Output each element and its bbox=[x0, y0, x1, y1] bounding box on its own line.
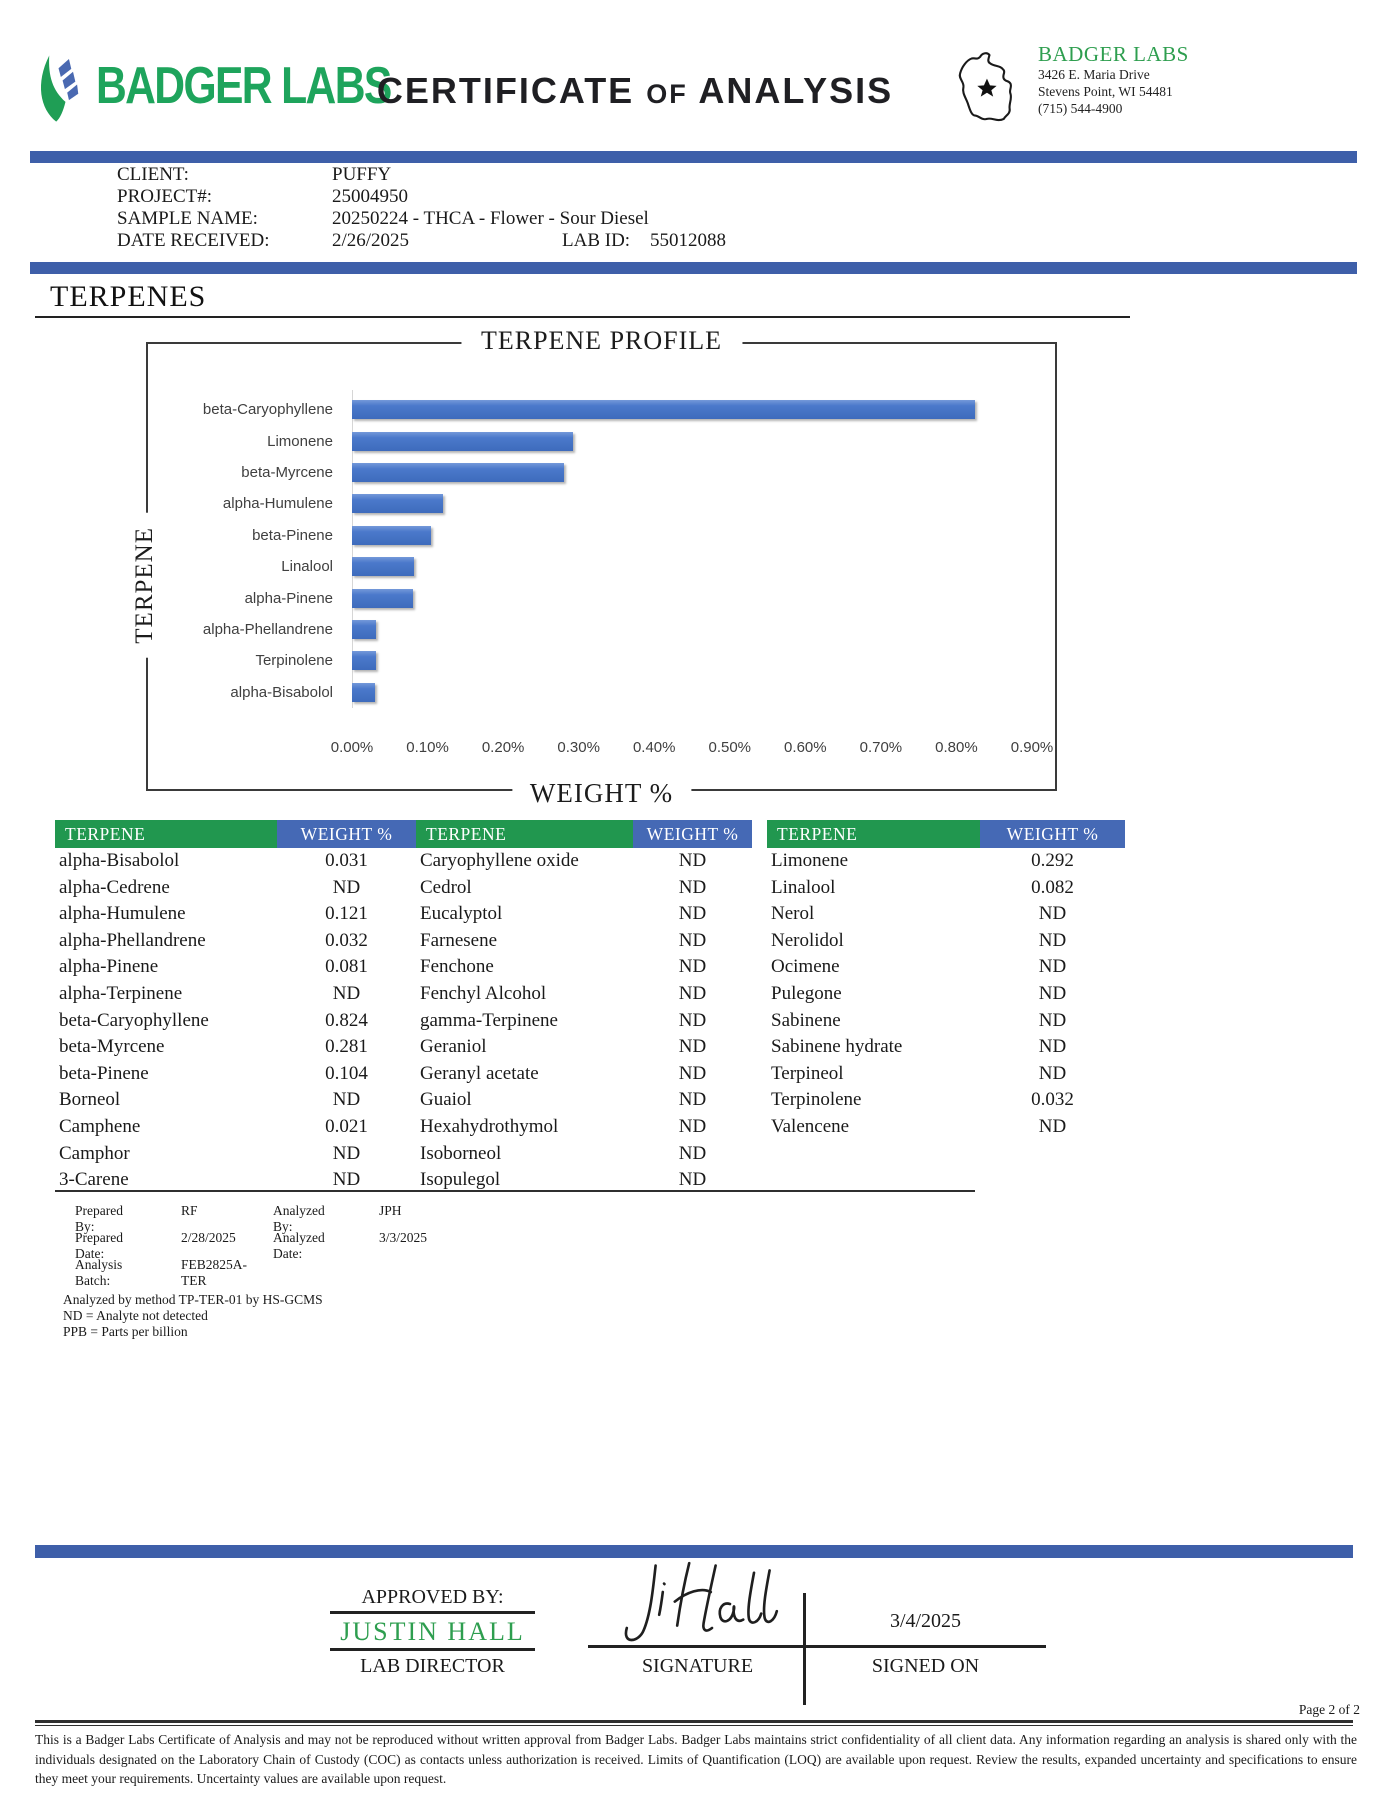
chart-bar bbox=[352, 651, 376, 670]
table-row bbox=[55, 928, 1125, 955]
chart-bar bbox=[352, 526, 431, 545]
approver-name-rule bbox=[330, 1648, 535, 1651]
terpene-name-cell: Isopulegol bbox=[420, 1169, 501, 1191]
chart-bar-area bbox=[352, 400, 1053, 419]
chart-row bbox=[148, 520, 1053, 551]
chart-plot-area bbox=[148, 394, 1053, 708]
terpene-name-cell: Ocimene bbox=[771, 956, 840, 978]
project-value: 25004950 bbox=[332, 186, 408, 207]
terpene-name-cell: Camphor bbox=[59, 1142, 130, 1164]
weight-value-cell: 0.104 bbox=[325, 1062, 368, 1084]
terpene-name-cell: Linalool bbox=[771, 876, 836, 898]
terpene-results-table bbox=[55, 820, 1125, 1194]
terpene-name-cell: Camphene bbox=[59, 1115, 141, 1137]
table-row bbox=[55, 901, 1125, 928]
chart-x-tick-label: 0.70% bbox=[859, 739, 903, 756]
weight-value-cell: 0.281 bbox=[325, 1036, 368, 1058]
chart-x-tick-label: 0.20% bbox=[481, 739, 525, 756]
lab-id-label: LAB ID: bbox=[562, 230, 631, 251]
terpene-name-cell: alpha-Humulene bbox=[59, 903, 186, 925]
signed-on-label: SIGNED ON bbox=[871, 1655, 980, 1677]
sample-name-row bbox=[117, 208, 649, 230]
weight-value-cell: ND bbox=[678, 850, 707, 871]
client-label: CLIENT: bbox=[117, 164, 189, 185]
approved-by-rule bbox=[330, 1611, 535, 1614]
weight-value-cell: 0.081 bbox=[325, 956, 368, 978]
weight-value-cell: ND bbox=[678, 1062, 707, 1084]
weight-value-cell: ND bbox=[678, 1036, 707, 1058]
lab-id-value: 55012088 bbox=[650, 230, 726, 251]
chart-bar bbox=[352, 432, 573, 451]
weight-value-cell: 0.824 bbox=[325, 1009, 368, 1031]
chart-x-tick-label: 0.00% bbox=[330, 739, 374, 756]
table-gap bbox=[752, 848, 767, 875]
client-row bbox=[117, 164, 649, 186]
lab-phone: (715) 544-4900 bbox=[1038, 101, 1123, 116]
chart-row bbox=[148, 645, 1053, 676]
chart-x-tick-label: 0.50% bbox=[708, 739, 752, 756]
page-number: Page 2 of 2 bbox=[1298, 1702, 1360, 1717]
sample-info-block bbox=[117, 164, 726, 252]
analysis-batch-value: FEB2825A-TER bbox=[181, 1257, 248, 1288]
analysis-batch-label: Analysis Batch: bbox=[75, 1257, 123, 1288]
signature-rule bbox=[588, 1645, 1046, 1648]
title-word-certificate: CERTIFICATE bbox=[376, 70, 635, 111]
approver-role: LAB DIRECTOR bbox=[360, 1655, 505, 1677]
weight-value-cell: ND bbox=[332, 1089, 361, 1111]
weight-value-cell: ND bbox=[1038, 929, 1067, 951]
table-gap bbox=[752, 1008, 767, 1035]
weight-value-cell: 0.032 bbox=[325, 929, 368, 951]
chart-bar-area bbox=[352, 683, 1053, 702]
terpene-name-cell: Limonene bbox=[771, 850, 849, 871]
chart-category-label: alpha-Phellandrene bbox=[202, 620, 333, 638]
weight-value-cell: 0.292 bbox=[1031, 850, 1074, 871]
table-header-row bbox=[55, 820, 1125, 848]
chart-bar bbox=[352, 400, 975, 419]
lab-address-line1: 3426 E. Maria Drive bbox=[1038, 67, 1150, 82]
weight-value-cell: ND bbox=[1038, 1115, 1067, 1137]
chart-row bbox=[148, 551, 1053, 582]
divider-bar-top bbox=[30, 151, 1357, 163]
chart-bar bbox=[352, 557, 414, 576]
weight-value-cell: ND bbox=[1038, 903, 1067, 925]
title-word-of: OF bbox=[646, 79, 688, 109]
table-gap bbox=[752, 1114, 767, 1141]
weight-value-cell bbox=[980, 1167, 1125, 1194]
chart-bar-area bbox=[352, 463, 1053, 482]
terpene-name-cell: beta-Pinene bbox=[59, 1062, 149, 1084]
page-title bbox=[370, 70, 900, 112]
analyzed-date-label: Analyzed Date: bbox=[273, 1230, 325, 1261]
method-note: ND = Analyte not detected bbox=[63, 1308, 208, 1323]
terpene-name-cell: Geraniol bbox=[420, 1036, 487, 1058]
method-note: Analyzed by method TP-TER-01 by HS-GCMS bbox=[63, 1292, 323, 1307]
weight-value-cell: ND bbox=[678, 1009, 707, 1031]
prepared-date-label: Prepared Date: bbox=[75, 1230, 123, 1261]
terpene-name-cell: alpha-Terpinene bbox=[59, 982, 183, 1004]
terpene-name-cell: Nerol bbox=[771, 903, 815, 925]
terpene-name-cell: Borneol bbox=[59, 1089, 121, 1111]
chart-x-tick-label: 0.90% bbox=[1010, 739, 1054, 756]
chart-bar bbox=[352, 620, 376, 639]
project-row bbox=[117, 186, 649, 208]
table-gap bbox=[752, 1141, 767, 1168]
terpene-name-cell: Farnesene bbox=[420, 929, 498, 951]
table-row bbox=[55, 875, 1125, 902]
signature-divider bbox=[803, 1593, 806, 1705]
sample-name-label: SAMPLE NAME: bbox=[117, 208, 258, 229]
weight-column-header: WEIGHT % bbox=[633, 820, 752, 848]
terpene-name-cell: alpha-Bisabolol bbox=[59, 850, 180, 871]
table-gap bbox=[752, 875, 767, 902]
table-gap bbox=[752, 981, 767, 1008]
weight-value-cell: ND bbox=[1038, 1036, 1067, 1058]
project-label: PROJECT#: bbox=[117, 186, 213, 207]
chart-title: TERPENE PROFILE bbox=[461, 326, 742, 356]
chart-row bbox=[148, 394, 1053, 425]
weight-value-cell: 0.121 bbox=[325, 903, 368, 925]
table-row bbox=[55, 848, 1125, 875]
terpene-name-cell: Fenchone bbox=[420, 956, 494, 978]
terpene-column-header: TERPENE bbox=[55, 820, 277, 848]
method-notes-block bbox=[63, 1292, 323, 1340]
badger-labs-logo-text: BADGER LABS bbox=[96, 57, 391, 115]
section-title-terpenes: TERPENES bbox=[50, 280, 207, 313]
footer-disclaimer: This is a Badger Labs Certificate of Analysis and may not be reproduced without written approval from Badger Labs. Badger Labs maintains strict confidentiality of all client data. Any information regarding an analysis is shared only with the individuals designated on the Laboratory Chain of Custody (COC) as contacts unless authorization is received. Limits of Quantification (LOQ) are available upon request. Review the results, expanded uncertainty and specifications to ensure they meet your requirements. Uncertainty values are available upon request. bbox=[35, 1732, 1357, 1786]
analyzed-date-value: 3/3/2025 bbox=[379, 1230, 428, 1245]
weight-value-cell: 0.032 bbox=[1031, 1089, 1074, 1111]
terpene-name-cell: Nerolidol bbox=[771, 929, 844, 951]
chart-x-tick-label: 0.40% bbox=[632, 739, 676, 756]
chart-category-label: beta-Caryophyllene bbox=[202, 401, 333, 419]
chart-x-tick-label: 0.30% bbox=[557, 739, 600, 756]
weight-value-cell: ND bbox=[1038, 1062, 1067, 1084]
terpene-column-header: TERPENE bbox=[416, 820, 633, 848]
terpene-name-cell: Geranyl acetate bbox=[420, 1062, 539, 1084]
approved-by-label: APPROVED BY: bbox=[361, 1586, 504, 1608]
weight-value-cell: 0.021 bbox=[325, 1115, 368, 1137]
table-gap bbox=[752, 901, 767, 928]
weight-value-cell: ND bbox=[678, 1115, 707, 1137]
lab-address-line2: Stevens Point, WI 54481 bbox=[1038, 84, 1173, 99]
table-row bbox=[55, 1008, 1125, 1035]
prepared-date-value: 2/28/2025 bbox=[181, 1230, 236, 1245]
lab-contact-block bbox=[1038, 42, 1189, 117]
chart-bar-area bbox=[352, 589, 1053, 608]
method-note: PPB = Parts per billion bbox=[63, 1324, 188, 1339]
terpene-name-cell: alpha-Phellandrene bbox=[59, 929, 206, 951]
prepared-by-label: Prepared By: bbox=[75, 1203, 123, 1234]
table-gap bbox=[752, 954, 767, 981]
signature-image bbox=[610, 1556, 790, 1652]
chart-category-label: alpha-Humulene bbox=[222, 495, 333, 513]
terpene-name-cell: Fenchyl Alcohol bbox=[420, 982, 547, 1004]
prepared-by-value: RF bbox=[181, 1203, 198, 1218]
weight-value-cell: ND bbox=[678, 903, 707, 925]
weight-value-cell: ND bbox=[678, 1169, 707, 1191]
terpene-name-cell: beta-Caryophyllene bbox=[59, 1009, 209, 1031]
weight-column-header: WEIGHT % bbox=[277, 820, 416, 848]
chart-row bbox=[148, 582, 1053, 613]
chart-category-label: Linalool bbox=[281, 558, 333, 576]
table-row bbox=[55, 1061, 1125, 1088]
date-received-row bbox=[117, 230, 726, 252]
terpene-profile-chart bbox=[131, 326, 1057, 808]
terpene-name-cell: Guaiol bbox=[420, 1089, 472, 1111]
badger-labs-leaf-logo-icon bbox=[33, 50, 91, 126]
terpene-name-cell: Terpineol bbox=[771, 1062, 844, 1084]
table-gap bbox=[752, 1061, 767, 1088]
chart-bar bbox=[352, 589, 413, 608]
weight-value-cell: ND bbox=[678, 929, 707, 951]
analyzed-by-label: Analyzed By: bbox=[273, 1203, 325, 1234]
weight-value-cell: ND bbox=[678, 1089, 707, 1111]
weight-value-cell: ND bbox=[332, 1142, 361, 1164]
chart-x-axis-ticks bbox=[148, 739, 1055, 759]
section-underline bbox=[35, 316, 1130, 318]
chart-bar bbox=[352, 463, 564, 482]
chart-category-label: beta-Myrcene bbox=[241, 463, 333, 481]
title-word-analysis: ANALYSIS bbox=[698, 70, 894, 111]
wisconsin-map-icon bbox=[950, 38, 1034, 136]
table-row bbox=[55, 954, 1125, 981]
chart-row bbox=[148, 457, 1053, 488]
weight-value-cell: ND bbox=[678, 982, 707, 1004]
weight-value-cell: ND bbox=[1038, 956, 1067, 978]
chart-category-label: alpha-Bisabolol bbox=[230, 683, 333, 701]
chart-x-tick-label: 0.60% bbox=[784, 739, 827, 756]
terpene-name-cell: Hexahydrothymol bbox=[420, 1115, 559, 1137]
chart-bar-area bbox=[352, 651, 1053, 670]
chart-x-tick-label: 0.10% bbox=[406, 739, 449, 756]
chart-row bbox=[148, 425, 1053, 456]
chart-category-label: alpha-Pinene bbox=[244, 589, 333, 607]
terpene-name-cell: Sabinene hydrate bbox=[771, 1036, 903, 1058]
terpene-column-header: TERPENE bbox=[767, 820, 980, 848]
table-row bbox=[55, 1034, 1125, 1061]
chart-bar-area bbox=[352, 620, 1053, 639]
sample-name-value: 20250224 - THCA - Flower - Sour Diesel bbox=[332, 208, 649, 229]
approver-name: JUSTIN HALL bbox=[340, 1617, 525, 1646]
terpene-name-cell: Terpinolene bbox=[771, 1089, 862, 1111]
chart-bar-area bbox=[352, 557, 1053, 576]
chart-bar-area bbox=[352, 526, 1053, 545]
table-row bbox=[55, 1087, 1125, 1114]
chart-x-axis-label: WEIGHT % bbox=[512, 778, 691, 809]
weight-value-cell: ND bbox=[678, 956, 707, 978]
table-gap bbox=[752, 1087, 767, 1114]
terpene-name-cell: Caryophyllene oxide bbox=[420, 850, 579, 871]
chart-category-label: Terpinolene bbox=[255, 652, 333, 670]
chart-row bbox=[148, 614, 1053, 645]
chart-bar-area bbox=[352, 494, 1053, 513]
lab-name: BADGER LABS bbox=[1038, 42, 1189, 66]
weight-value-cell: 0.082 bbox=[1031, 876, 1074, 898]
weight-value-cell: ND bbox=[678, 876, 707, 898]
date-received-label: DATE RECEIVED: bbox=[117, 230, 270, 251]
terpene-name-cell: alpha-Cedrene bbox=[59, 876, 170, 898]
chart-row bbox=[148, 677, 1053, 708]
table-bottom-rule bbox=[55, 1190, 975, 1192]
table-row bbox=[55, 981, 1125, 1008]
chart-category-label: Limonene bbox=[267, 432, 333, 450]
divider-bar-sample bbox=[30, 262, 1357, 274]
date-received-value: 2/26/2025 bbox=[332, 230, 410, 251]
table-row bbox=[55, 1114, 1125, 1141]
weight-value-cell: ND bbox=[1038, 982, 1067, 1004]
chart-y-axis-label: TERPENE bbox=[131, 513, 159, 658]
chart-bar bbox=[352, 683, 375, 702]
analyzed-by-value: JPH bbox=[379, 1203, 402, 1218]
signed-on-date: 3/4/2025 bbox=[889, 1610, 962, 1632]
weight-value-cell: ND bbox=[332, 982, 361, 1004]
weight-value-cell: ND bbox=[1038, 1009, 1067, 1031]
terpene-name-cell: gamma-Terpinene bbox=[420, 1009, 558, 1031]
terpene-name-cell: Cedrol bbox=[420, 876, 472, 898]
weight-value-cell: 0.031 bbox=[325, 850, 368, 871]
signature-label: SIGNATURE bbox=[641, 1655, 754, 1677]
chart-category-label: beta-Pinene bbox=[252, 526, 333, 544]
terpene-name-cell: alpha-Pinene bbox=[59, 956, 159, 978]
terpene-name-cell: Eucalyptol bbox=[420, 903, 503, 925]
terpene-name-cell: beta-Myrcene bbox=[59, 1036, 165, 1058]
terpene-name-cell: Valencene bbox=[771, 1115, 850, 1137]
chart-row bbox=[148, 488, 1053, 519]
client-value: PUFFY bbox=[332, 164, 392, 185]
chart-x-tick-label: 0.80% bbox=[935, 739, 978, 756]
table-row bbox=[55, 1141, 1125, 1168]
weight-value-cell: ND bbox=[332, 1169, 361, 1191]
weight-value-cell: ND bbox=[678, 1142, 707, 1164]
table-gap bbox=[752, 820, 767, 848]
table-gap bbox=[752, 1034, 767, 1061]
weight-column-header: WEIGHT % bbox=[980, 820, 1125, 848]
footer-double-rule bbox=[35, 1720, 1353, 1726]
weight-value-cell bbox=[980, 1141, 1125, 1168]
terpene-name-cell: 3-Carene bbox=[59, 1169, 129, 1191]
terpene-name-cell bbox=[767, 1141, 980, 1168]
weight-value-cell: ND bbox=[332, 876, 361, 898]
terpene-name-cell: Pulegone bbox=[771, 982, 842, 1004]
terpene-name-cell: Sabinene bbox=[771, 1009, 841, 1031]
table-gap bbox=[752, 928, 767, 955]
chart-bar bbox=[352, 494, 443, 513]
terpene-name-cell: Isoborneol bbox=[420, 1142, 502, 1164]
chart-bar-area bbox=[352, 432, 1053, 451]
